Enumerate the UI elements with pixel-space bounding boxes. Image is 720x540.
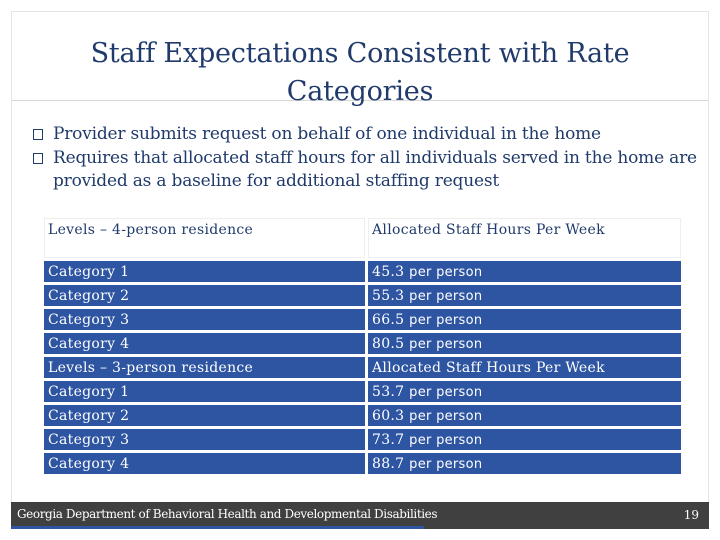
slide-title: Staff Expectations Consistent with Rate Categories (90, 38, 630, 107)
bullet-item (33, 123, 703, 146)
table-row (44, 309, 681, 330)
hours-cell: 53.7 per person (368, 381, 681, 402)
hours-cell: 45.3 per person (368, 261, 681, 282)
category-cell: Category 1 (44, 381, 365, 402)
bullet-text: Provider submits request on behalf of one individual in the home (53, 124, 601, 144)
table-row (44, 429, 681, 450)
header-cell: Levels – 3-person residence (44, 357, 365, 378)
checkbox-bullet-icon (33, 153, 43, 164)
footer-accent-bar (11, 526, 424, 529)
category-cell: Category 4 (44, 453, 365, 474)
page-number: 19 (683, 508, 699, 522)
category-cell: Category 3 (44, 309, 365, 330)
category-cell: Category 4 (44, 333, 365, 354)
table-row (44, 333, 681, 354)
checkbox-bullet-icon (33, 129, 43, 140)
header-cell: Allocated Staff Hours Per Week (368, 357, 681, 378)
table-row (44, 453, 681, 474)
header-cell: Allocated Staff Hours Per Week (368, 218, 681, 258)
hours-cell: 55.3 per person (368, 285, 681, 306)
table-header-row (44, 218, 681, 258)
hours-cell: 66.5 per person (368, 309, 681, 330)
staff-hours-table (41, 215, 684, 477)
table-row (44, 405, 681, 426)
hours-cell: 80.5 per person (368, 333, 681, 354)
table-row (44, 285, 681, 306)
bullet-list (33, 123, 703, 194)
header-cell: Levels – 4-person residence (44, 218, 365, 258)
category-cell: Category 2 (44, 285, 365, 306)
slide-footer (11, 502, 709, 529)
hours-cell: 73.7 per person (368, 429, 681, 450)
table-row (44, 381, 681, 402)
footer-organization: Georgia Department of Behavioral Health and Developmental Disabilities (17, 507, 438, 521)
hours-cell: 88.7 per person (368, 453, 681, 474)
bullet-item (33, 147, 703, 193)
category-cell: Category 3 (44, 429, 365, 450)
table-subheader-row (44, 357, 681, 378)
category-cell: Category 2 (44, 405, 365, 426)
category-cell: Category 1 (44, 261, 365, 282)
hours-cell: 60.3 per person (368, 405, 681, 426)
bullet-text: Requires that allocated staff hours for all individuals served in the home are provided as a baseline for additional staffing request (53, 148, 697, 191)
table-row (44, 261, 681, 282)
title-area (11, 11, 709, 107)
